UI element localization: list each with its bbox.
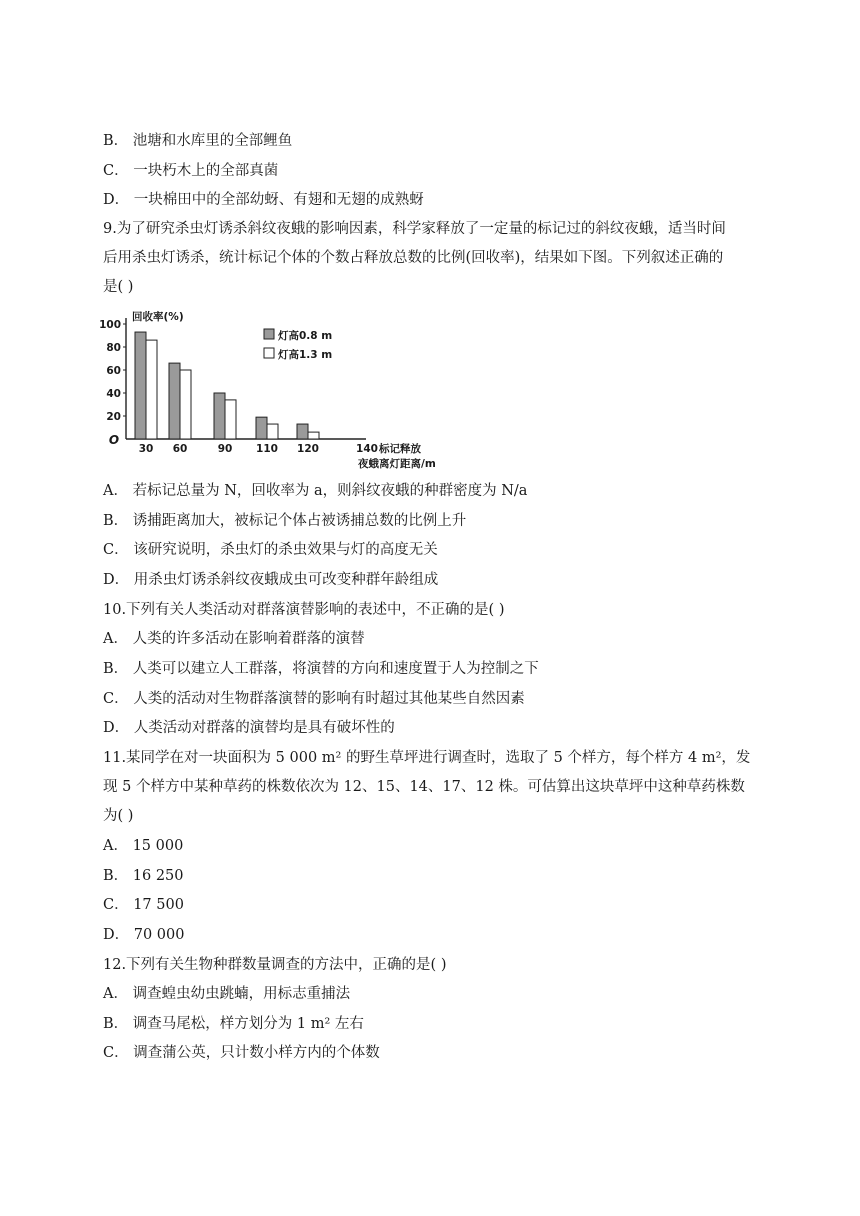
x-tick-label: 60 [172,443,188,455]
bar-lamp-1-3m-120 [308,432,319,439]
bar-lamp-0-8m-90 [214,393,225,439]
y-tick-label: 60 [106,365,121,377]
text-line: C． 一块朽木上的全部真菌 [103,163,279,179]
text-line: B． 人类可以建立人工群落，将演替的方向和速度置于人为控制之下 [103,661,539,677]
text-line: B． 16 250 [103,868,184,884]
text-line: 为( ) [103,808,134,824]
text-line: C． 该研究说明，杀虫灯的杀虫效果与灯的高度无关 [103,542,438,558]
x-tick-label: 30 [138,443,154,455]
bar-lamp-0-8m-120 [297,424,308,439]
y-tick-label: 100 [99,319,121,331]
y-tick-label: 20 [106,411,121,423]
chart-legend [264,329,332,361]
text-line: 是( ) [103,279,134,295]
text-line: B． 池塘和水库里的全部鲤鱼 [103,133,293,149]
text-line: C． 人类的活动对生物群落演替的影响有时超过其他某些自然因素 [103,691,525,707]
text-line: A． 15 000 [103,838,184,854]
text-line: B． 诱捕距离加大，被标记个体占被诱捕总数的比例上升 [103,513,467,529]
bar-lamp-1-3m-30 [146,340,157,439]
x-tick-label: 120 [297,443,319,455]
bar-lamp-1-3m-60 [180,370,191,439]
recovery-rate-bar-chart [99,308,449,470]
text-line: A． 人类的许多活动在影响着群落的演替 [103,631,365,647]
text-line: 9.为了研究杀虫灯诱杀斜纹夜蛾的影响因素，科学家释放了一定量的标记过的斜纹夜蛾，适当时间 [103,221,726,237]
text-line: C． 17 500 [103,897,184,913]
y-tick-label: 80 [106,342,121,354]
text-line: 后用杀虫灯诱杀，统计标记个体的个数占释放总数的比例(回收率)，结果如下图。下列叙述正确的 [103,250,724,266]
origin-label: O [108,433,120,447]
text-line: 11.某同学在对一块面积为 5 000 m² 的野生草坪进行调查时，选取了 5 个样方，每个样方 4 m²，发 [103,750,751,766]
text-line: D． 70 000 [103,927,185,943]
text-line: 10.下列有关人类活动对群落演替影响的表述中，不正确的是( ) [103,602,505,618]
text-line: A． 调查蝗虫幼虫跳蝻，用标志重捕法 [103,986,351,1002]
x-tick-label: 110 [256,443,278,455]
x-tick-label: 140 [356,443,378,455]
bar-lamp-1-3m-110 [267,424,278,439]
text-line: 现 5 个样方中某种草药的株数依次为 12、15、14、17、12 株。可估算出这块草坪中这种草药株数 [103,779,745,795]
text-line: C． 调查蒲公英，只计数小样方内的个体数 [103,1045,380,1061]
y-tick-label: 40 [106,388,121,400]
text-line: D． 人类活动对群落的演替均是具有破坏性的 [103,720,395,736]
text-line: D． 一块棉田中的全部幼蚜、有翅和无翅的成熟蚜 [103,192,424,208]
bar-lamp-1-3m-90 [225,400,236,439]
x-axis-label: 标记释放 [379,443,421,455]
legend-label: 灯高0.8 m [278,330,333,342]
bar-lamp-0-8m-30 [135,332,146,439]
text-line: 12.下列有关生物种群数量调查的方法中，正确的是( ) [103,957,447,973]
legend-swatch [264,348,274,358]
bar-lamp-0-8m-60 [169,363,180,439]
text-line: D． 用杀虫灯诱杀斜纹夜蛾成虫可改变种群年龄组成 [103,572,439,588]
legend-label: 灯高1.3 m [278,349,333,361]
y-axis-label: 回收率(%) [132,311,184,323]
bar-lamp-0-8m-110 [256,417,267,439]
legend-swatch [264,329,274,339]
text-line: B． 调查马尾松，样方划分为 1 m² 左右 [103,1016,364,1032]
x-tick-label: 90 [217,443,233,455]
x-axis-label: 夜蛾离灯距离/m [358,458,436,470]
text-line: A． 若标记总量为 N，回收率为 a，则斜纹夜蛾的种群密度为 N/a [103,483,528,499]
